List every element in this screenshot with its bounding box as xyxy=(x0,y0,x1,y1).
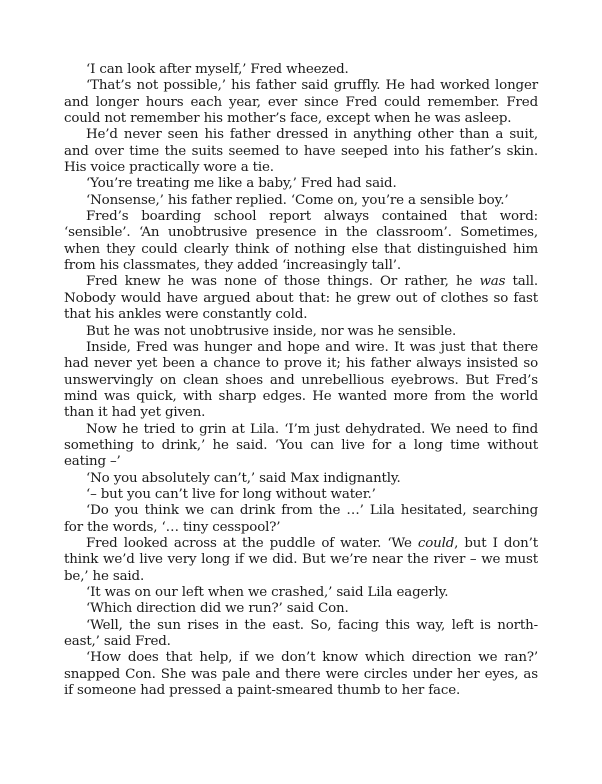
paragraph-text: ‘– but you can’t live for long without water.’ xyxy=(86,486,376,502)
paragraph-text: ‘No you absolutely can’t,’ said Max indignantly. xyxy=(86,470,401,486)
paragraph xyxy=(64,274,538,323)
paragraph xyxy=(64,193,538,209)
paragraph xyxy=(64,324,538,340)
paragraph xyxy=(64,422,538,471)
paragraph-text: But he was not unobtrusive inside, nor was he sensible. xyxy=(86,323,457,339)
paragraph xyxy=(64,471,538,487)
paragraph-text: Inside, Fred was hunger and hope and wire. It was just that there had never yet been a chance to prove it; his father always insisted so unswervingly on clean shoes and unrebellious eyebrows. But Fred’s mind was quick, with sharp edges. He wanted more from the world than it had yet given. xyxy=(64,339,538,421)
paragraph xyxy=(64,487,538,503)
paragraph-text: ‘You’re treating me like a baby,’ Fred had said. xyxy=(86,176,397,192)
paragraph xyxy=(64,536,538,585)
paragraph-text: ‘Nonsense,’ his father replied. ‘Come on, you’re a sensible boy.’ xyxy=(86,192,509,208)
emphasis-text: was xyxy=(479,274,506,290)
paragraph-text: Fred knew he was none of those things. Or rather, he xyxy=(86,274,480,290)
book-page xyxy=(64,62,538,699)
paragraph xyxy=(64,618,538,651)
paragraph-text: ‘How does that help, if we don’t know which direction we ran?’ snapped Con. She was pale and there were circles under her eyes, as if someone had pressed a paint-smeared thumb to her face. xyxy=(64,650,538,699)
paragraph xyxy=(64,503,538,536)
paragraph-text: tall. Nobody would have argued about that: he grew out of clothes so fast that his ankles were constantly cold. xyxy=(64,274,538,323)
paragraph xyxy=(64,78,538,127)
paragraph xyxy=(64,650,538,699)
paragraph xyxy=(64,585,538,601)
paragraph-text: Now he tried to grin at Lila. ‘I’m just dehydrated. We need to find something to drink,’ he said. ‘You can live for a long time without eating –’ xyxy=(64,421,538,470)
paragraph xyxy=(64,209,538,274)
paragraph-text: ‘Do you think we can drink from the …’ Lila hesitated, searching for the words, ‘… tiny cesspool?’ xyxy=(64,503,538,535)
paragraph-text: , but I don’t think we’d live very long if we did. But we’re near the river – we must be,’ he said. xyxy=(64,535,538,584)
paragraph xyxy=(64,340,538,422)
paragraph-text: Fred looked across at the puddle of water. ‘We xyxy=(86,535,418,551)
paragraph xyxy=(64,601,538,617)
paragraph-text: ‘Well, the sun rises in the east. So, facing this way, left is north-east,’ said Fred. xyxy=(64,617,538,650)
paragraph-text: ‘Which direction did we run?’ said Con. xyxy=(86,601,349,617)
paragraph xyxy=(64,176,538,192)
paragraph-text: ‘That’s not possible,’ his father said gruffly. He had worked longer and longer hours each year, ever since Fred could remember. Fred could not remember his mother’s face, except when he was asleep. xyxy=(64,78,538,127)
paragraph xyxy=(64,127,538,176)
paragraph-text: ‘I can look after myself,’ Fred wheezed. xyxy=(86,62,349,77)
emphasis-text: could xyxy=(417,535,455,551)
paragraph-text: ‘It was on our left when we crashed,’ said Lila eagerly. xyxy=(86,585,449,600)
paragraph-text: He’d never seen his father dressed in anything other than a suit, and over time the suits seemed to have seeped into his father’s skin. His voice practically wore a tie. xyxy=(64,127,538,176)
paragraph-text: Fred’s boarding school report always contained that word: ‘sensible’. ‘An unobtrusive presence in the classroom’. Sometimes, when they could clearly think of nothing else that distinguished him from his classmates, they added ‘increasingly tall’. xyxy=(64,209,538,274)
paragraph xyxy=(64,62,538,78)
